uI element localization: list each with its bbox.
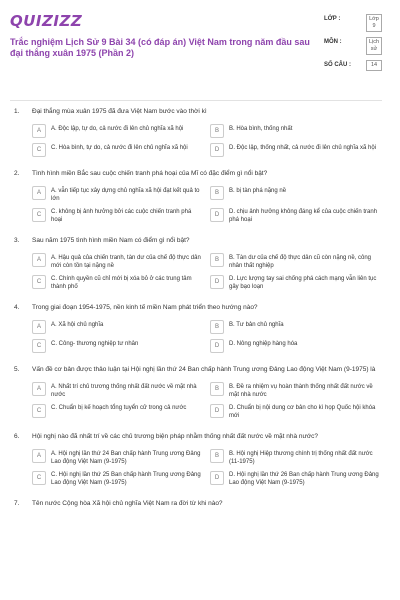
option-text: C. Chuẩn bị kế hoạch tổng tuyển cử trong cả nước [51,405,187,411]
option-text: A. Hội nghị lần thứ 24 Ban chấp hành Trung ương Đảng Lao động Việt Nam (9-1975) [51,450,201,465]
answer-option[interactable] [210,404,382,421]
answer-options [32,320,382,353]
option-text: A. vẫn tiếp tục xây dựng chủ nghĩa xã hội đạt kết quả to lớn [51,187,200,202]
answer-option[interactable] [210,143,382,157]
option-letter-box: D [210,404,224,418]
option-letter-box: D [210,143,224,157]
option-letter-box: B [210,382,224,396]
option-letter-box: D [210,275,224,289]
option-letter-box: A [32,124,46,138]
option-letter-box: C [32,275,46,289]
worksheet-title: Trắc nghiệm Lịch Sử 9 Bài 34 (có đáp án) Việt Nam trong năm đầu sau đại thắng xuân 1975 (Phần 2) [10,37,310,58]
question-item [10,432,382,487]
option-letter-box: D [210,471,224,485]
answer-option[interactable] [210,186,382,203]
answer-options [32,382,382,420]
answer-option[interactable] [210,382,382,399]
meta-class-row [324,14,382,32]
meta-value-box: Lịch sử [366,37,382,55]
question-list [10,107,382,508]
question-item [10,169,382,224]
option-text: A. Hậu quả của chiến tranh, tàn dư của chế độ thực dân mới còn tồn tại nặng nề [51,254,201,269]
answer-option[interactable] [32,124,204,138]
option-text: B. bị tàn phá nặng nề [229,187,287,194]
option-text: D. Lực lượng tay sai chống phá cách mạng vẫn liên tục gây bạo loạn [229,276,377,290]
option-text: A. Xã hội chủ nghĩa [51,321,104,328]
option-text: C. Chính quyền cũ chỉ mới bị xóa bỏ ở các trung tâm thành phố [51,276,192,290]
option-letter-box: C [32,208,46,222]
quizizz-logo: QUIZIZZ [10,12,83,30]
option-letter-box: B [210,253,224,267]
answer-options [32,253,382,291]
question-number: 4. [14,304,20,311]
question-stem [10,499,382,508]
question-item [10,365,382,420]
option-letter-box: A [32,186,46,200]
answer-option[interactable] [32,471,204,488]
question-text: Tên nước Cộng hòa Xã hội chủ nghĩa Việt Nam ra đời từ khi nào? [32,500,223,507]
option-letter-box: C [32,471,46,485]
question-text: Trong giai đoạn 1954-1975, nền kinh tế miền Nam phát triển theo hướng nào? [32,304,258,311]
answer-option[interactable] [210,320,382,334]
option-letter-box: B [210,320,224,334]
answer-option[interactable] [32,404,204,421]
answer-option[interactable] [32,208,204,225]
option-text: B. Tư bản chủ nghĩa [229,321,284,328]
question-text: Hội nghị nào đã nhất trí về các chủ trương biện pháp nhằm thống nhất đất nước về mặt nhà nước? [32,433,319,440]
question-stem [10,303,382,312]
option-text: A. Độc lập, tự do, cả nước đi lên chủ nghĩa xã hội [51,125,184,132]
option-text: B. Hội nghị Hiệp thương chính trị thống nhất đất nước (11-1975) [229,450,373,465]
option-text: C. không bị ảnh hưởng bởi các cuộc chiến tranh phá hoại [51,209,192,223]
option-letter-box: A [32,449,46,463]
question-item [10,236,382,291]
option-text: C. Hòa bình, tự do, cả nước đi lên chủ nghĩa xã hội [51,144,188,151]
answer-option[interactable] [32,382,204,399]
option-text: D. Độc lập, thống nhất, cả nước đi lên chủ nghĩa xã hội [229,144,377,151]
question-item [10,499,382,508]
worksheet-header [10,12,382,100]
answer-option[interactable] [210,449,382,466]
option-text: D. chịu ảnh hưởng không đáng kể của cuộc chiến tranh phá hoại [229,209,378,223]
question-stem [10,236,382,245]
answer-option[interactable] [32,186,204,203]
answer-option[interactable] [32,320,204,334]
option-text: C. Hội nghị lần thứ 25 Ban chấp hành Trung ương Đảng Lao động Việt Nam (9-1975) [51,472,201,486]
meta-label: SỐ CÂU : [324,62,351,68]
answer-option[interactable] [210,275,382,292]
option-letter-box: D [210,208,224,222]
option-text: B. Đề ra nhiệm vụ hoàn thành thống nhất đất nước về mặt nhà nước [229,383,373,398]
option-text: B. Tàn dư của chế độ thực dân cũ còn nặng nề, công nhân thất nghiệp [229,254,372,269]
answer-option[interactable] [210,124,382,138]
option-letter-box: C [32,339,46,353]
question-text: Vấn đề cơ bản được thảo luận tại Hội nghị lần thứ 24 Ban chấp hành Trung ương Đảng Lao động Việt Nam (9-1975) là [32,366,376,373]
question-number: 3. [14,237,20,244]
header-divider [10,100,382,101]
option-letter-box: D [210,339,224,353]
question-stem [10,169,382,178]
answer-options [32,186,382,224]
question-stem [10,432,382,441]
option-text: A. Nhất trí chủ trương thống nhất đất nước về mặt nhà nước [51,383,197,398]
question-text: Sau năm 1975 tình hình miền Nam có điểm gì nổi bật? [32,237,190,244]
option-letter-box: C [32,143,46,157]
answer-option[interactable] [210,339,382,353]
question-number: 7. [14,500,20,507]
question-item [10,303,382,353]
worksheet-meta [324,14,382,76]
answer-option[interactable] [32,253,204,270]
question-text: Tình hình miền Bắc sau cuộc chiến tranh phá hoại của Mĩ có đặc điểm gì nổi bật? [32,170,268,177]
meta-count-row [324,60,382,71]
option-letter-box: A [32,382,46,396]
answer-option[interactable] [32,275,204,292]
option-letter-box: C [32,404,46,418]
option-letter-box: A [32,320,46,334]
meta-label: LỚP : [324,16,341,22]
question-stem [10,365,382,374]
option-text: D. Chuẩn bị nội dung cơ bản cho kì họp Quốc hội khóa mới [229,405,376,419]
answer-option[interactable] [210,253,382,270]
meta-value-box: Lớp 9 [366,14,382,32]
option-letter-box: B [210,124,224,138]
question-number: 2. [14,170,20,177]
meta-subject-row [324,37,382,55]
answer-option[interactable] [210,208,382,225]
answer-options [32,124,382,157]
question-stem [10,107,382,116]
answer-option[interactable] [210,471,382,488]
answer-option[interactable] [32,143,204,157]
question-number: 5. [14,366,20,373]
question-number: 6. [14,433,20,440]
option-letter-box: B [210,449,224,463]
option-text: B. Hòa bình, thống nhất [229,125,293,132]
answer-option[interactable] [32,449,204,466]
answer-option[interactable] [32,339,204,353]
answer-options [32,449,382,487]
option-letter-box: B [210,186,224,200]
option-text: D. Hội nghị lần thứ 26 Ban chấp hành Trung ương Đảng Lao động Việt Nam (9-1975) [229,472,379,486]
meta-label: MÔN : [324,39,342,45]
option-text: C. Công- thương nghiệp tư nhân [51,340,139,347]
meta-value-box: 14 [366,60,382,71]
question-item [10,107,382,157]
option-text: D. Nông nghiệp hàng hóa [229,340,298,347]
question-number: 1. [14,108,20,115]
question-text: Đại thắng mùa xuân 1975 đã đưa Việt Nam bước vào thời kì [32,108,207,115]
option-letter-box: A [32,253,46,267]
